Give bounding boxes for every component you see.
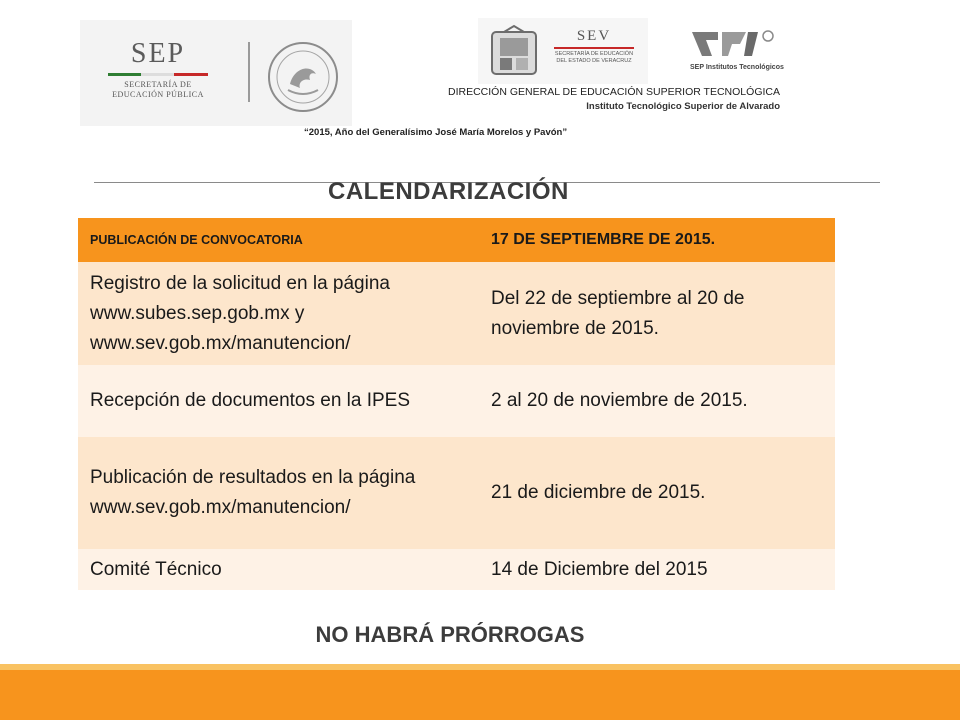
- sep-logo: [80, 20, 352, 126]
- row-activity: Registro de la solicitud en la página www.subes.sep.gob.mx y www.sev.gob.mx/manutencion/: [78, 262, 479, 365]
- row-date: Del 22 de septiembre al 20 de noviembre de 2015.: [479, 262, 835, 365]
- footer-band: [0, 670, 960, 720]
- institute-name: Instituto Tecnológico Superior de Alvarado: [586, 101, 780, 112]
- schedule-header-date: 17 DE SEPTIEMBRE DE 2015.: [479, 218, 835, 262]
- page-title: CALENDARIZACIÓN: [328, 178, 569, 205]
- sev-logo-subtitle-1: SECRETARÍA DE EDUCACIÓN: [554, 51, 634, 57]
- row-activity: Publicación de resultados en la página www.sev.gob.mx/manutencion/: [78, 437, 479, 549]
- table-row: [78, 262, 835, 365]
- tec-logo: [688, 26, 784, 76]
- veracruz-crest-icon: [486, 24, 542, 80]
- row-date: 21 de diciembre de 2015.: [479, 437, 835, 549]
- table-row: [78, 365, 835, 437]
- schedule-header-activity: PUBLICACIÓN DE CONVOCATORIA: [78, 218, 479, 262]
- organization-name: DIRECCIÓN GENERAL DE EDUCACIÓN SUPERIOR TECNOLÓGICA: [448, 86, 780, 98]
- row-activity: Comité Técnico: [78, 549, 479, 590]
- table-row: [78, 437, 835, 549]
- row-date: 2 al 20 de noviembre de 2015.: [479, 365, 835, 437]
- sep-logo-subtitle-1: SECRETARÍA DE: [124, 80, 192, 89]
- year-motto: “2015, Año del Generalísimo José María Morelos y Pavón”: [304, 127, 568, 138]
- row-date: 14 de Diciembre del 2015: [479, 549, 835, 590]
- logo-divider: [248, 42, 250, 102]
- tec-logo-caption: SEP Institutos Tecnológicos: [690, 64, 784, 71]
- sep-logo-subtitle-2: EDUCACIÓN PÚBLICA: [112, 90, 204, 99]
- sep-logo-stripe: [108, 73, 208, 76]
- national-seal-icon: [264, 38, 342, 116]
- sev-logo: [478, 18, 648, 84]
- schedule-header-row: [78, 218, 835, 262]
- table-row: [78, 549, 835, 590]
- row-activity: Recepción de documentos en la IPES: [78, 365, 479, 437]
- sev-logo-rule: [554, 47, 634, 49]
- sep-logo-title: SEP: [130, 38, 186, 69]
- tec-logo-icon: [688, 26, 780, 64]
- sev-logo-title: SEV: [576, 28, 612, 44]
- no-extensions-notice: NO HABRÁ PRÓRROGAS: [315, 622, 585, 647]
- schedule-table: [78, 218, 835, 590]
- sev-logo-subtitle-2: DEL ESTADO DE VERACRUZ: [556, 58, 632, 64]
